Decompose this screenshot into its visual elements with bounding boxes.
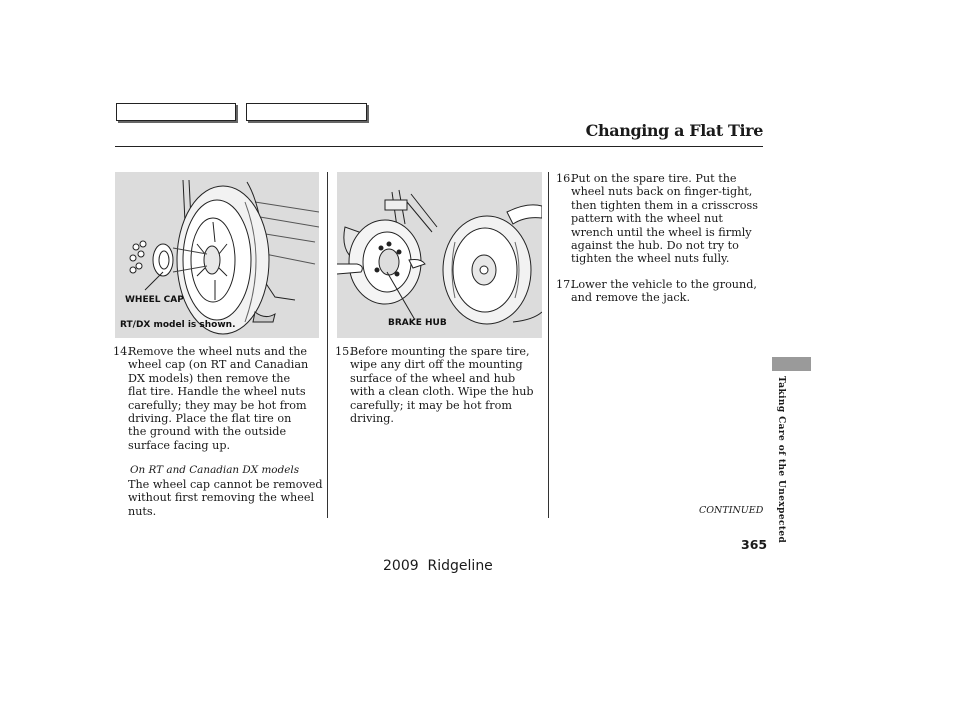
- step-17: [556, 278, 762, 305]
- label-wheel-cap: WHEEL CAP: [125, 295, 184, 305]
- note-body: The wheel cap cannot be removed without first removing the wheel nuts.: [128, 478, 323, 518]
- brake-hub-illustration: [337, 172, 542, 338]
- step-number: 17.: [556, 278, 574, 291]
- step-text: Put on the spare tire. Put the wheel nuts back on finger-tight, then tighten them in a crisscross pattern with the wheel nut wrench until the wheel is firmly against the hub. Do not try to tighten the wheel nuts fully.: [571, 172, 758, 266]
- header-rule: [115, 146, 763, 147]
- figure-wheel-cap: [115, 172, 319, 338]
- step-number: 16.: [556, 172, 574, 185]
- step-16: [556, 172, 762, 266]
- column-divider-1: [327, 172, 328, 518]
- label-brake-hub: BRAKE HUB: [388, 318, 447, 328]
- continued-label: CONTINUED: [699, 505, 764, 516]
- step-number: 15.: [335, 345, 353, 358]
- step-text: Lower the vehicle to the ground, and remove the jack.: [571, 278, 757, 305]
- column-divider-2: [548, 172, 549, 518]
- step-text: Remove the wheel nuts and the wheel cap (on RT and Canadian DX models) then remove the flat tire. Handle the wheel nuts carefully; they may be hot from driving. Place the flat tire on the ground with the outside surface facing up.: [128, 345, 309, 452]
- page-title: Changing a Flat Tire: [585, 121, 763, 140]
- step-15: [335, 345, 540, 425]
- step-number: 14.: [113, 345, 131, 358]
- figure-brake-hub: [337, 172, 542, 338]
- section-tab-label: Taking Care of the Unexpected: [776, 376, 786, 544]
- nav-button-1[interactable]: [116, 103, 236, 121]
- wheel-cap-illustration: [115, 172, 319, 338]
- note-heading: On RT and Canadian DX models: [130, 464, 300, 476]
- footer-model: 2009 Ridgeline: [383, 558, 493, 574]
- step-text: Before mounting the spare tire, wipe any dirt off the mounting surface of the wheel and hub with a clean cloth. Wipe the hub carefully; it may be hot from driving.: [350, 345, 534, 426]
- caption-model-shown: RT/DX model is shown.: [120, 320, 236, 330]
- nav-button-2[interactable]: [246, 103, 367, 121]
- step-14: [113, 345, 310, 452]
- page-number: 365: [741, 537, 768, 552]
- section-tab-marker: [772, 357, 811, 371]
